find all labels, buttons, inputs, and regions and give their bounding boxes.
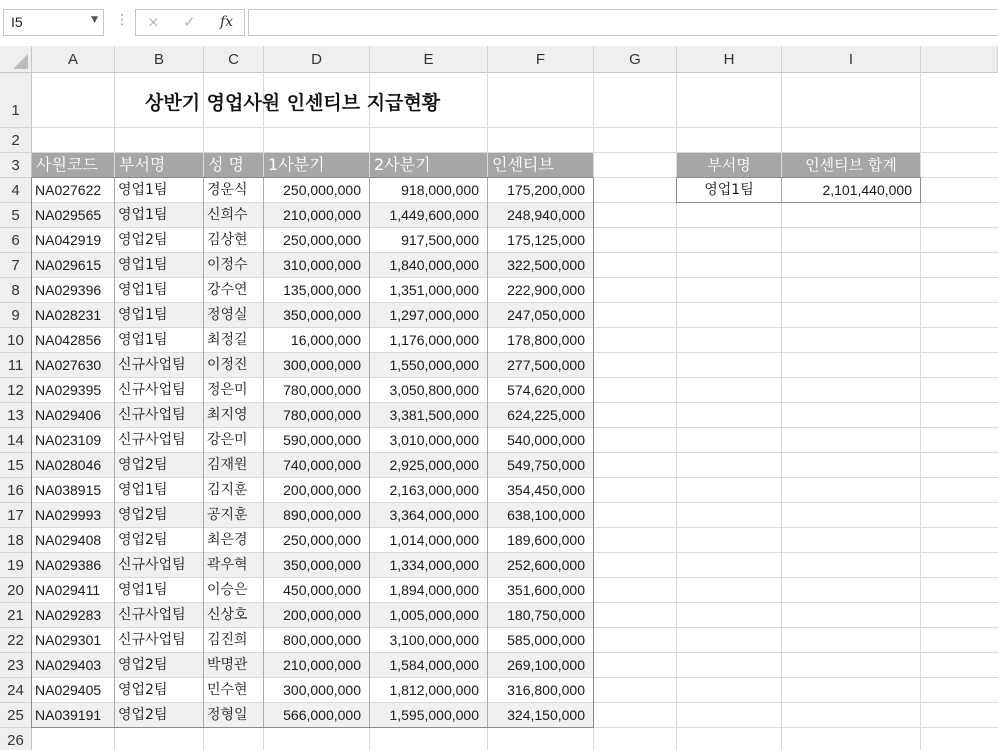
column-header-e[interactable]: E [370, 46, 488, 73]
column-header-f[interactable]: F [488, 46, 594, 73]
table-cell[interactable]: 신규사업팀 [118, 407, 186, 423]
summary-dept-cell[interactable]: 영업1팀 [704, 182, 754, 198]
table-cell[interactable]: 250,000,000 [283, 182, 361, 198]
table-cell[interactable]: 222,900,000 [507, 282, 585, 298]
table-cell[interactable]: 354,450,000 [507, 482, 585, 498]
table-cell[interactable]: 300,000,000 [283, 682, 361, 698]
name-box[interactable] [3, 9, 104, 36]
table-cell[interactable]: 277,500,000 [507, 357, 585, 373]
table-cell[interactable]: 영업2팀 [118, 707, 168, 723]
table-cell[interactable]: NA028231 [35, 307, 102, 323]
table-cell[interactable]: 1,584,000,000 [389, 657, 479, 673]
table-cell[interactable]: 영업1팀 [118, 307, 168, 323]
row-header-8[interactable]: 8 [0, 278, 32, 303]
table-cell[interactable]: 1,014,000,000 [389, 532, 479, 548]
formula-bar [0, 0, 998, 46]
table-cell[interactable]: 890,000,000 [283, 507, 361, 523]
table-cell[interactable]: 김상현 [207, 232, 248, 248]
table-cell[interactable]: 영업2팀 [118, 232, 168, 248]
table-cell[interactable]: 정영실 [207, 307, 248, 323]
table-cell[interactable]: NA042919 [35, 232, 102, 248]
table-cell[interactable]: NA029396 [35, 282, 102, 298]
table-cell[interactable]: NA039191 [35, 707, 102, 723]
table-cell[interactable]: 624,225,000 [507, 407, 585, 423]
table-cell[interactable]: 250,000,000 [283, 232, 361, 248]
table-border [263, 178, 264, 728]
table-border [487, 178, 488, 728]
table-cell[interactable]: NA029301 [35, 632, 102, 648]
column-header-c[interactable]: C [204, 46, 264, 73]
table-cell[interactable]: 김지훈 [207, 482, 248, 498]
table-cell[interactable]: 638,100,000 [507, 507, 585, 523]
table-cell[interactable]: 450,000,000 [283, 582, 361, 598]
table-cell[interactable]: 신규사업팀 [118, 382, 186, 398]
table-cell[interactable]: 3,050,800,000 [389, 382, 479, 398]
table-cell[interactable]: NA029406 [35, 407, 102, 423]
row-header-19[interactable]: 19 [0, 553, 32, 578]
table-cell[interactable]: 210,000,000 [283, 207, 361, 223]
summary-total-cell[interactable]: 2,101,440,000 [822, 182, 912, 198]
table-cell[interactable]: 800,000,000 [283, 632, 361, 648]
table-cell[interactable]: NA027622 [35, 182, 102, 198]
table-cell[interactable]: 1,812,000,000 [389, 682, 479, 698]
table-cell[interactable]: 189,600,000 [507, 532, 585, 548]
table-cell[interactable]: 566,000,000 [283, 707, 361, 723]
table-cell[interactable]: 1,351,000,000 [389, 282, 479, 298]
cancel-icon[interactable]: × [147, 13, 160, 31]
table-cell[interactable]: 549,750,000 [507, 457, 585, 473]
table-cell[interactable]: 200,000,000 [283, 607, 361, 623]
table-cell[interactable]: 곽우혁 [207, 557, 248, 573]
table-cell[interactable]: 175,200,000 [507, 182, 585, 198]
more-icon[interactable]: ⋮ [115, 12, 129, 28]
table-cell[interactable]: 김진희 [207, 632, 248, 648]
column-header-blank[interactable] [921, 46, 998, 73]
table-cell[interactable]: 200,000,000 [283, 482, 361, 498]
table-cell[interactable]: NA029993 [35, 507, 102, 523]
table-cell[interactable]: 1,894,000,000 [389, 582, 479, 598]
table-cell[interactable]: 574,620,000 [507, 382, 585, 398]
table-cell[interactable]: 박명관 [207, 657, 248, 673]
row-header-12[interactable]: 12 [0, 378, 32, 403]
table-cell[interactable]: 영업1팀 [118, 182, 168, 198]
table-header-cell: 성 명 [204, 153, 263, 177]
table-header-cell: 인센티브 [488, 153, 593, 177]
row-header-11[interactable]: 11 [0, 353, 32, 378]
summary-header-cell: 인센티브 합계 [782, 153, 920, 177]
grid-col-line [593, 73, 594, 750]
table-cell[interactable]: 신희수 [207, 207, 248, 223]
table-cell[interactable]: 영업2팀 [118, 532, 168, 548]
formula-buttons [135, 9, 245, 36]
table-cell[interactable]: NA029283 [35, 607, 102, 623]
column-header-b[interactable]: B [115, 46, 204, 73]
table-cell[interactable]: 210,000,000 [283, 657, 361, 673]
table-cell[interactable]: 16,000,000 [290, 332, 361, 348]
table-cell[interactable]: 공지훈 [207, 507, 248, 523]
row-header-6[interactable]: 6 [0, 228, 32, 253]
table-cell[interactable]: 178,800,000 [507, 332, 585, 348]
table-cell[interactable]: 247,050,000 [507, 307, 585, 323]
row-header-26[interactable]: 26 [0, 728, 32, 750]
row-header-3[interactable]: 3 [0, 153, 32, 178]
table-cell[interactable]: NA029615 [35, 257, 102, 273]
table-cell[interactable]: 김재원 [207, 457, 248, 473]
table-cell[interactable]: 2,163,000,000 [389, 482, 479, 498]
chevron-down-icon[interactable]: ▼ [91, 15, 98, 25]
table-cell[interactable]: 민수현 [207, 682, 248, 698]
table-cell[interactable]: 신규사업팀 [118, 557, 186, 573]
column-header-a[interactable]: A [32, 46, 115, 73]
table-cell[interactable]: 316,800,000 [507, 682, 585, 698]
table-cell[interactable]: 300,000,000 [283, 357, 361, 373]
table-cell[interactable]: 585,000,000 [507, 632, 585, 648]
table-header-cell: 부서명 [115, 153, 203, 177]
row-header-25[interactable]: 25 [0, 703, 32, 728]
row-header-21[interactable]: 21 [0, 603, 32, 628]
table-cell[interactable]: 780,000,000 [283, 407, 361, 423]
row-header-18[interactable]: 18 [0, 528, 32, 553]
select-all-corner[interactable] [0, 46, 32, 73]
table-cell[interactable]: 신규사업팀 [118, 632, 186, 648]
table-border [369, 178, 370, 728]
row-header-20[interactable]: 20 [0, 578, 32, 603]
row-header-7[interactable]: 7 [0, 253, 32, 278]
table-cell[interactable]: 250,000,000 [283, 532, 361, 548]
table-cell[interactable]: 1,005,000,000 [389, 607, 479, 623]
table-cell[interactable]: 3,364,000,000 [389, 507, 479, 523]
table-cell[interactable]: 영업2팀 [118, 507, 168, 523]
table-cell[interactable]: 248,940,000 [507, 207, 585, 223]
table-cell[interactable]: 이승은 [207, 582, 248, 598]
table-cell[interactable]: 최은경 [207, 532, 248, 548]
row-header-13[interactable]: 13 [0, 403, 32, 428]
table-cell[interactable]: 135,000,000 [283, 282, 361, 298]
table-cell[interactable]: NA029565 [35, 207, 102, 223]
table-cell[interactable]: 최지영 [207, 407, 248, 423]
table-cell[interactable]: 신규사업팀 [118, 432, 186, 448]
row-header-14[interactable]: 14 [0, 428, 32, 453]
table-cell[interactable]: 강수연 [207, 282, 248, 298]
row-header-9[interactable]: 9 [0, 303, 32, 328]
table-cell[interactable]: 신규사업팀 [118, 607, 186, 623]
grid-col-line [920, 73, 921, 750]
table-cell[interactable]: 350,000,000 [283, 307, 361, 323]
table-cell[interactable]: 1,449,600,000 [389, 207, 479, 223]
table-cell[interactable]: 경운식 [207, 182, 248, 198]
formula-input[interactable] [248, 9, 998, 36]
table-cell[interactable]: 이정진 [207, 357, 248, 373]
table-cell[interactable]: 영업2팀 [118, 657, 168, 673]
table-cell[interactable]: 영업2팀 [118, 682, 168, 698]
column-header-h[interactable]: H [677, 46, 782, 73]
table-cell[interactable]: 신규사업팀 [118, 357, 186, 373]
table-cell[interactable]: NA029395 [35, 382, 102, 398]
table-cell[interactable]: 1,334,000,000 [389, 557, 479, 573]
table-cell[interactable]: 175,125,000 [507, 232, 585, 248]
table-cell[interactable]: 영업1팀 [118, 482, 168, 498]
table-cell[interactable]: 252,600,000 [507, 557, 585, 573]
row-header-5[interactable]: 5 [0, 203, 32, 228]
table-cell[interactable]: 영업1팀 [118, 582, 168, 598]
table-header-cell: 1사분기 [264, 153, 369, 177]
table-cell[interactable]: NA028046 [35, 457, 102, 473]
table-cell[interactable]: 310,000,000 [283, 257, 361, 273]
table-cell[interactable]: 590,000,000 [283, 432, 361, 448]
table-border [114, 178, 115, 728]
insert-function-icon[interactable]: fx [220, 14, 234, 30]
table-cell[interactable]: 영업1팀 [118, 207, 168, 223]
summary-header-cell: 부서명 [677, 153, 781, 177]
row-header-2[interactable]: 2 [0, 128, 32, 153]
row-header-22[interactable]: 22 [0, 628, 32, 653]
table-cell[interactable]: 351,600,000 [507, 582, 585, 598]
table-cell[interactable]: NA038915 [35, 482, 102, 498]
table-cell[interactable]: 이정수 [207, 257, 248, 273]
table-cell[interactable]: 269,100,000 [507, 657, 585, 673]
table-cell[interactable]: 정형일 [207, 707, 248, 723]
table-cell[interactable]: NA027630 [35, 357, 102, 373]
table-header-cell: 사원코드 [32, 153, 114, 177]
table-cell[interactable]: 1,176,000,000 [389, 332, 479, 348]
table-cell[interactable]: 영업1팀 [118, 257, 168, 273]
table-header-cell: 2사분기 [370, 153, 487, 177]
table-cell[interactable]: 신상호 [207, 607, 248, 623]
table-cell[interactable]: 324,150,000 [507, 707, 585, 723]
row-header-10[interactable]: 10 [0, 328, 32, 353]
row-header-15[interactable]: 15 [0, 453, 32, 478]
row-header-17[interactable]: 17 [0, 503, 32, 528]
table-cell[interactable]: 540,000,000 [507, 432, 585, 448]
column-header-d[interactable]: D [264, 46, 370, 73]
table-cell[interactable]: NA042856 [35, 332, 102, 348]
table-cell[interactable]: 정은미 [207, 382, 248, 398]
sheet-title: 상반기 영업사원 인센티브 지급현황 [145, 92, 441, 114]
row-header-24[interactable]: 24 [0, 678, 32, 703]
summary-border [781, 178, 782, 203]
table-cell[interactable]: NA029411 [35, 582, 101, 598]
table-cell[interactable]: NA029405 [35, 682, 102, 698]
table-cell[interactable]: 2,925,000,000 [389, 457, 479, 473]
table-cell[interactable]: 영업1팀 [118, 282, 168, 298]
table-cell[interactable]: 1,550,000,000 [389, 357, 479, 373]
table-cell[interactable]: NA029403 [35, 657, 102, 673]
table-cell[interactable]: NA029408 [35, 532, 102, 548]
table-cell[interactable]: 강은미 [207, 432, 248, 448]
table-cell[interactable]: 영업2팀 [118, 457, 168, 473]
row-header-23[interactable]: 23 [0, 653, 32, 678]
column-header-g[interactable]: G [594, 46, 677, 73]
table-cell[interactable]: NA023109 [35, 432, 102, 448]
grid-row-line [32, 127, 998, 128]
check-icon[interactable]: ✓ [183, 13, 196, 31]
table-cell[interactable]: 1,595,000,000 [389, 707, 479, 723]
table-cell[interactable]: 영업1팀 [118, 332, 168, 348]
table-cell[interactable]: 3,381,500,000 [389, 407, 479, 423]
table-border [203, 178, 204, 728]
table-cell[interactable]: NA029386 [35, 557, 102, 573]
table-cell[interactable]: 322,500,000 [507, 257, 585, 273]
table-cell[interactable]: 917,500,000 [401, 232, 479, 248]
column-header-i[interactable]: I [782, 46, 921, 73]
table-cell[interactable]: 918,000,000 [401, 182, 479, 198]
table-cell[interactable]: 740,000,000 [283, 457, 361, 473]
table-cell[interactable]: 780,000,000 [283, 382, 361, 398]
table-cell[interactable]: 3,100,000,000 [389, 632, 479, 648]
table-cell[interactable]: 180,750,000 [507, 607, 585, 623]
table-cell[interactable]: 3,010,000,000 [389, 432, 479, 448]
table-cell[interactable]: 1,297,000,000 [389, 307, 479, 323]
row-header-4[interactable]: 4 [0, 178, 32, 203]
table-cell[interactable]: 350,000,000 [283, 557, 361, 573]
name-box-value: I5 [11, 14, 23, 30]
table-cell[interactable]: 1,840,000,000 [389, 257, 479, 273]
row-header-1[interactable]: 1 [0, 73, 32, 128]
table-cell[interactable]: 최정길 [207, 332, 248, 348]
row-header-16[interactable]: 16 [0, 478, 32, 503]
